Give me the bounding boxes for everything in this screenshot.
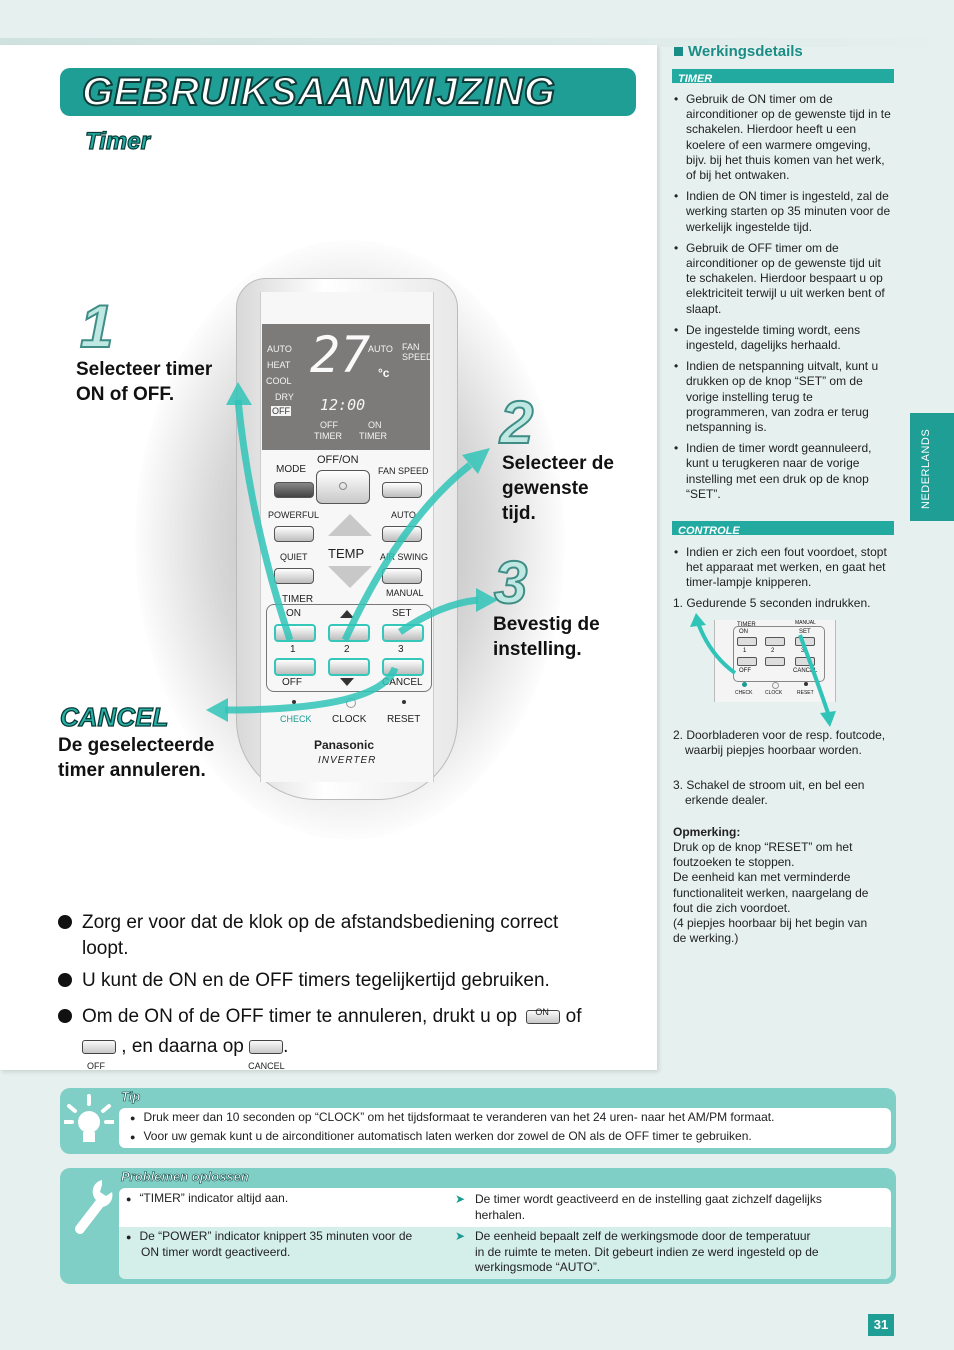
quiet-label: QUIET: [280, 552, 308, 562]
set-label: SET: [392, 608, 412, 619]
manual-label: MANUAL: [386, 588, 424, 598]
step-2-line2: gewenste: [502, 478, 589, 499]
mini-check-label: CHECK: [735, 690, 753, 696]
tip-item-1: ● Druk meer dan 10 seconden op “CLOCK” om het tijdsformaat te veranderen van het 24 uren- naar het AM/PM formaat.: [130, 1110, 775, 1124]
controle-step-3: 3. Schakel de stroom uit, en bel een erkende dealer.: [673, 778, 865, 808]
lcd-speed: SPEED: [402, 352, 433, 362]
arrow-bullet-icon: ➤: [455, 1192, 466, 1206]
mini-off-label: OFF: [87, 1060, 105, 1071]
inverter-label: INVERTER: [318, 755, 377, 766]
temp-label: TEMP: [328, 546, 365, 561]
solution-1: [455, 1191, 822, 1223]
note-line: fout die zich voordoet.: [673, 900, 791, 915]
offon-label: OFF/ON: [317, 454, 359, 466]
lcd-unit: °c: [378, 366, 390, 380]
step-1-text: [76, 357, 212, 407]
timer-details-list: [672, 92, 894, 508]
note-3-part4: .: [283, 1036, 289, 1057]
list-item: • Indien de netspanning uitvalt, kunt u drukken op de knop “SET” om de vorige instelling terug te programmeren, van zodra er terug netspanning is.: [672, 359, 894, 435]
mini-set-label: SET: [799, 629, 811, 635]
tip-item-1-text: Druk meer dan 10 seconden op “CLOCK” om het tijdsformaat te veranderen van het 24 uren- naar het AM/PM formaat.: [143, 1110, 775, 1124]
timer-off-label: OFF: [282, 677, 302, 688]
problem-1: ● “TIMER” indicator altijd aan.: [126, 1191, 289, 1205]
controle-bar-label: CONTROLE: [678, 525, 740, 537]
arrow-bullet-icon: ➤: [455, 1229, 466, 1243]
lcd-heat: HEAT: [267, 360, 291, 370]
note-3: [58, 1004, 648, 1071]
list-item: • Indien de timer wordt geannuleerd, kunt u terugkeren naar de vorige instelling met een druk op de knop “SET”.: [672, 441, 894, 502]
mini-n3: 3: [801, 648, 805, 654]
mini-off-label2: OFF: [739, 668, 751, 674]
mini-arrow-up-head: [690, 613, 706, 627]
note-line: (4 piepjes hoorbaar bij het begin van: [673, 916, 868, 931]
note-3-part1: Om de ON of de OFF timer te annuleren, drukt u op: [82, 1006, 518, 1027]
arrow-step1: [238, 400, 290, 640]
check-label: CHECK: [280, 714, 312, 724]
mini-off-button: [82, 1040, 116, 1071]
lcd-off-timer-2: TIMER: [314, 431, 342, 441]
auto-label: AUTO: [391, 510, 416, 520]
controle-step-1: 1. Gedurende 5 seconden indrukken.: [673, 596, 871, 610]
arrow-step1-head: [226, 382, 252, 405]
step-2-line3: tijd.: [502, 503, 536, 524]
details-heading: [674, 43, 803, 60]
wrench-icon: [66, 1178, 114, 1238]
solution-2-line1: De eenheid bepaalt zelf de werkingsmode door de temperatuur: [475, 1229, 811, 1243]
step-1-number: 1: [80, 293, 114, 360]
clock-label: CLOCK: [332, 714, 367, 725]
problem-2-line2: ON timer wordt geactiveerd.: [141, 1245, 291, 1259]
mini-arrow-down: [800, 635, 828, 713]
air-swing-label: AIR SWING: [380, 552, 429, 562]
tip-item-2-text: Voor uw gemak kunt u de airconditioner automatisch laten werken dor zowel de ON als de OFF timer te gebruiken.: [143, 1129, 752, 1143]
lightbulb-icon: [64, 1094, 114, 1150]
mini-arrow-down-head: [820, 711, 836, 727]
cancel-label: CANCEL: [382, 677, 423, 688]
mode-label: MODE: [276, 464, 306, 475]
mini-cancel-label2: CANCEL: [793, 668, 818, 674]
lcd-on-timer-1: ON: [368, 420, 382, 430]
cancel-line2: timer annuleren.: [58, 760, 206, 781]
step-2-text: [502, 451, 614, 526]
note-line: Druk op de knop “RESET” om het: [673, 840, 853, 854]
controle-list: [672, 545, 894, 597]
note-line: de werking.): [673, 931, 739, 946]
note-title: Opmerking:: [673, 825, 741, 839]
language-tab-label: NEDERLANDS: [920, 428, 932, 509]
note-1-line2: loopt.: [82, 938, 129, 959]
mini-n1: 1: [743, 648, 747, 654]
num-3-label: 3: [398, 644, 404, 655]
timer-bar: [672, 69, 894, 83]
note-line: foutzoeken te stoppen.: [673, 855, 795, 870]
lcd-on-timer-2: TIMER: [359, 431, 387, 441]
step-3-number: 3: [494, 549, 528, 616]
note-line: functionaliteit werken, naargelang de: [673, 885, 869, 900]
mini-clock-label: CLOCK: [765, 690, 783, 696]
mini-on-label: ON: [535, 1006, 549, 1017]
lcd-off-timer-1: OFF: [320, 420, 338, 430]
section-title: Timer: [85, 128, 150, 155]
cancel-title: CANCEL: [60, 702, 169, 732]
lcd-auto: AUTO: [267, 344, 292, 354]
step-3-line1: Bevestig de: [493, 614, 600, 635]
lcd-cool: COOL: [266, 376, 292, 386]
mini-reset-label: RESET: [797, 690, 814, 696]
lcd-temperature: 27: [310, 326, 371, 384]
arrow-cancel: [225, 668, 395, 710]
controle-step-2: 2. Doorbladeren voor de resp. foutcode, waarbij piepjes hoorbaar worden.: [673, 728, 886, 758]
timer-bar-label: TIMER: [678, 73, 713, 85]
bullet-icon: [58, 1009, 72, 1023]
mini-arrow-up: [698, 623, 735, 673]
note-3-part2: of: [565, 1006, 582, 1027]
controle-bar: [672, 521, 894, 535]
fan-speed-label: FAN SPEED: [378, 466, 429, 476]
arrow-step3: [400, 600, 478, 632]
list-item: • Indien er zich een fout voordoet, stopt het apparaat met werken, en gaat het timer-lampje knipperen.: [672, 545, 894, 591]
tip-item-2: ● Voor uw gemak kunt u de airconditioner automatisch laten werken dor zowel de ON als de OFF timer te gebruiken.: [130, 1129, 752, 1143]
lcd-clock: 12:00: [320, 396, 366, 414]
lcd-dry: DRY: [275, 392, 294, 402]
step-2-number: 2: [500, 389, 534, 456]
mini-cancel-label: CANCEL: [248, 1060, 285, 1071]
bullet-icon: [58, 973, 72, 987]
solution-1-line2: herhalen.: [475, 1208, 526, 1222]
details-heading-text: Werkingsdetails: [688, 43, 803, 60]
num-2-label: 2: [344, 644, 350, 655]
mini-cancel-button: [248, 1040, 285, 1071]
page-number: 31: [868, 1314, 894, 1336]
square-bullet-icon: [674, 47, 683, 56]
note-1: [58, 910, 558, 962]
list-item: • Gebruik de ON timer om de airconditioner op de gewenste tijd in te schakelen. Hierdoor heeft u een koelere of een warmere omgeving, bijv. bij het thuis komen van het werk, of bij het ontwaken.: [672, 92, 894, 183]
timer-on-label: ON: [286, 608, 301, 619]
mini-n2: 2: [771, 648, 775, 654]
step-1-line2: ON of OFF.: [76, 384, 175, 405]
num-1-label: 1: [290, 644, 296, 655]
solution-2: [455, 1229, 819, 1276]
mini-on-label2: ON: [739, 629, 748, 635]
note-line: De eenheid kan met verminderde: [673, 870, 851, 885]
arrow-step2: [345, 465, 470, 640]
lcd-off: OFF: [272, 406, 290, 416]
note-2: [58, 968, 550, 994]
list-item: • Indien de ON timer is ingesteld, zal de werking starten op 35 minuten voor de werkelijk ingestelde tijd.: [672, 189, 894, 235]
problem-2: ● De “POWER” indicator knippert 35 minuten voor de ON timer wordt geactiveerd.: [126, 1229, 413, 1259]
note-1-line1: Zorg er voor dat de klok op de afstandsbediening correct: [82, 912, 559, 933]
timer-label: TIMER: [282, 594, 314, 605]
mini-manual-label: MANUAL: [795, 620, 816, 626]
cancel-text: [58, 733, 214, 783]
bullet-icon: [58, 915, 72, 929]
step-3-line2: instelling.: [493, 639, 582, 660]
solution-2-line2: in de ruimte te meten. Dit gebeurt indien ze werd ingesteld op de: [475, 1244, 819, 1259]
page-title: GEBRUIKSAANWIJZING: [82, 70, 556, 114]
powerful-label: POWERFUL: [268, 510, 320, 520]
note-body: [673, 840, 868, 946]
mini-on-button: [526, 1006, 560, 1024]
tip-title: Tip: [121, 1089, 141, 1104]
mini-diagram-arrows: [680, 605, 840, 730]
list-item: • De ingestelde timing wordt, eens ingesteld, dagelijks herhaald.: [672, 323, 894, 353]
problem-1-text: “TIMER” indicator altijd aan.: [139, 1191, 289, 1205]
step-3-text: [493, 612, 600, 662]
arrow-cancel-head: [206, 698, 228, 722]
solution-2-line3: werkingsmode “AUTO”.: [475, 1260, 601, 1274]
language-tab: [910, 413, 954, 521]
step-2-line1: Selecteer de: [502, 453, 614, 474]
problems-title: Problemen oplossen: [121, 1169, 249, 1184]
solution-1-line1: De timer wordt geactiveerd en de instelling gaat zichzelf dagelijks: [475, 1192, 822, 1206]
list-item: • Gebruik de OFF timer om de airconditioner op de gewenste tijd uit te schakelen. Hierdoor bespaart u op elektriciteit terwijl u uit werken bent of slaapt.: [672, 241, 894, 317]
cancel-line1: De geselecteerde: [58, 735, 215, 756]
reset-label: RESET: [387, 714, 421, 725]
lcd-fan-auto: AUTO: [368, 344, 393, 354]
note-2-text: U kunt de ON en de OFF timers tegelijkertijd gebruiken.: [82, 970, 550, 991]
lcd-fan: FAN: [402, 342, 420, 352]
problem-2-line1: De “POWER” indicator knippert 35 minuten voor de: [139, 1229, 413, 1243]
mini-timer-label: TIMER: [737, 622, 756, 628]
brand-logo: Panasonic: [314, 738, 375, 752]
note-3-part3: , en daarna op: [121, 1036, 244, 1057]
step-1-line1: Selecteer timer: [76, 359, 213, 380]
